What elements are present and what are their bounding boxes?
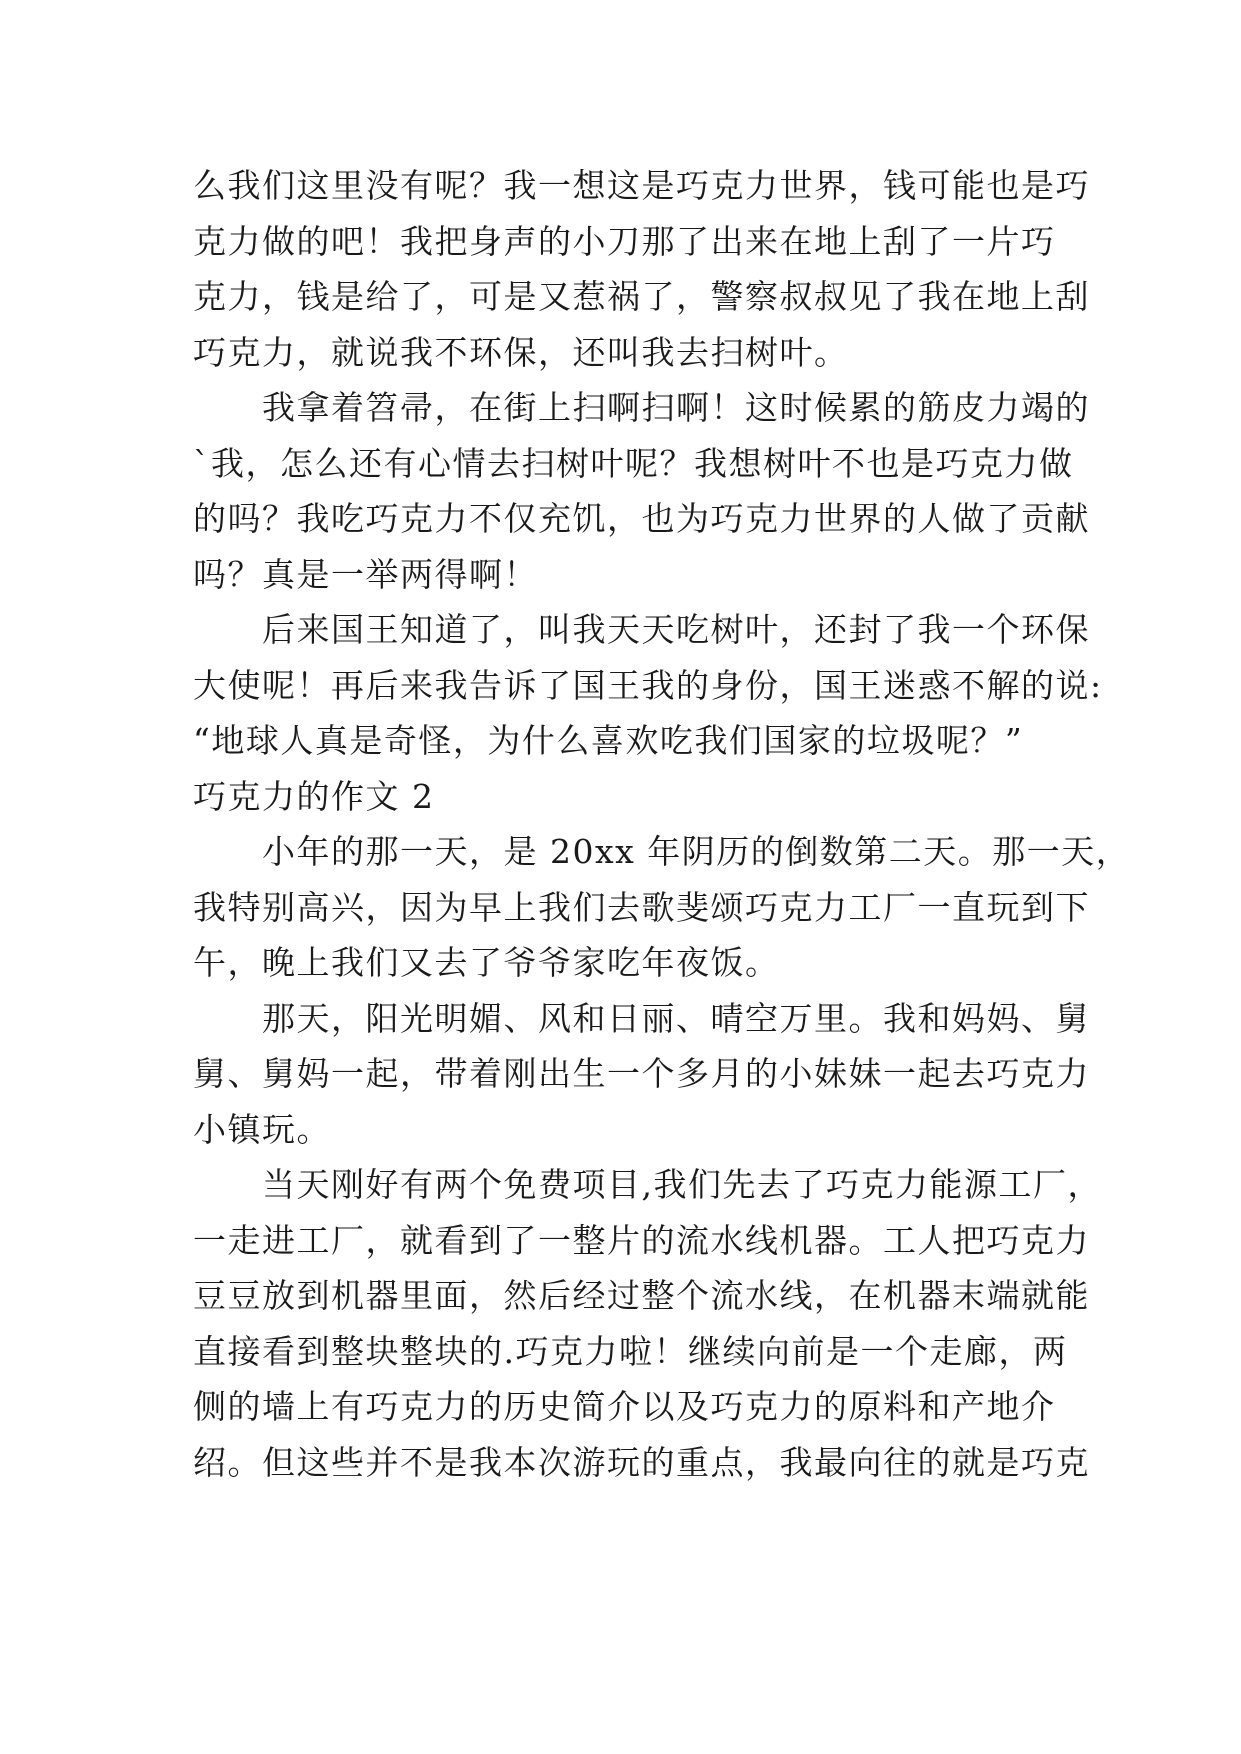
text-line: 侧的墙上有巧克力的历史简介以及巧克力的原料和产地介 (193, 1387, 1056, 1426)
text-line: 当天刚好有两个免费项目,我们先去了巧克力能源工厂， (193, 1165, 1102, 1204)
text-line: 大使呢！再后来我告诉了国王我的身份，国王迷惑不解的说: (193, 665, 1103, 705)
text-line: 舅、舅妈一起，带着刚出生一个多月的小妹妹一起去巧克力 (193, 1054, 1090, 1093)
text-line: 么我们这里没有呢？我一想这是巧克力世界，钱可能也是巧 (193, 166, 1090, 205)
text-line: 巧克力，就说我不环保，还叫我去扫树叶。 (193, 332, 849, 372)
text-line: “地球人真是奇怪，为什么喜欢吃我们国家的垃圾呢？” (193, 721, 1024, 760)
text-line: 后来国王知道了，叫我天天吃树叶，还封了我一个环保 (193, 610, 1090, 649)
text-line: 小镇玩。 (193, 1109, 331, 1149)
text-line: 克力，钱是给了，可是又惹祸了，警察叔叔见了我在地上刮 (193, 277, 1090, 316)
text-line: 的吗？我吃巧克力不仅充饥，也为巧克力世界的人做了贡献 (193, 499, 1090, 538)
text-line: 绍。但这些并不是我本次游玩的重点，我最向往的就是巧克 (193, 1442, 1090, 1482)
text-line: `我，怎么还有心情去扫树叶呢？我想树叶不也是巧克力做 (193, 443, 1074, 483)
text-line: 一走进工厂，就看到了一整片的流水线机器。工人把巧克力 (193, 1220, 1090, 1260)
text-line: 直接看到整块整块的.巧克力啦！继续向前是一个走廊，两 (193, 1331, 1068, 1371)
text-line: 豆豆放到机器里面，然后经过整个流水线，在机器末端就能 (193, 1276, 1090, 1315)
essay-body (193, 158, 1131, 1490)
text-line: 那天，阳光明媚、风和日丽、晴空万里。我和妈妈、舅 (193, 998, 1090, 1038)
section-heading: 巧克力的作文 2 (193, 776, 435, 816)
text-line: 我特别高兴，因为早上我们去歌斐颂巧克力工厂一直玩到下 (193, 887, 1090, 927)
text-line: 克力做的吧！我把身声的小刀那了出来在地上刮了一片巧 (193, 221, 1056, 261)
text-line: 我拿着笤帚，在街上扫啊扫啊！这时候累的筋皮力竭的 (193, 388, 1090, 427)
text-line: 吗？真是一举两得啊！ (193, 554, 538, 594)
text-line: 小年的那一天，是 20xx 年阴历的倒数第二天。那一天， (193, 832, 1131, 871)
text-line: 午，晚上我们又去了爷爷家吃年夜饭。 (193, 943, 780, 982)
